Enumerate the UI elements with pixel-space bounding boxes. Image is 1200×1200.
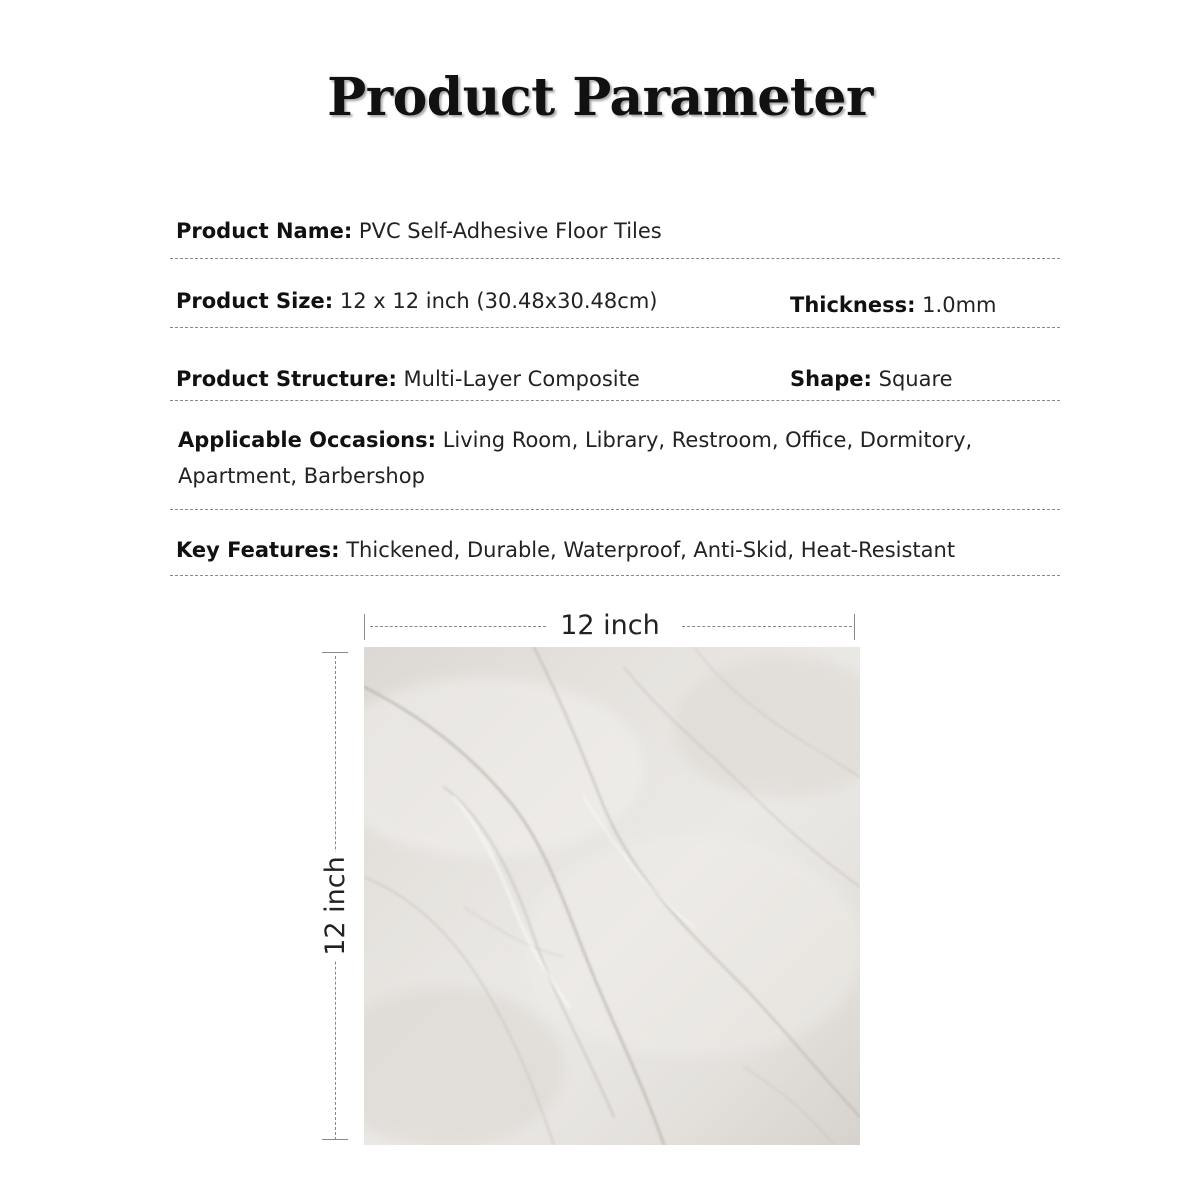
divider [170,509,1060,510]
dimension-tick [322,652,348,653]
width-label: 12 inch [560,610,660,641]
marble-tile-image [364,647,860,1145]
param-key-features [176,532,955,568]
marble-texture [364,647,860,1145]
param-value: 12 x 12 inch (30.48x30.48cm) [339,289,658,313]
param-value: Living Room, Library, Restroom, Office, Dormitory, Apartment, Barbershop [178,428,973,488]
param-value: 1.0mm [922,293,997,317]
divider [170,327,1060,328]
divider [170,258,1060,259]
param-label: Thickness: [790,293,916,317]
param-applicable-occasions [178,422,998,494]
param-product-structure [176,361,640,397]
param-product-size [176,283,657,319]
height-label: 12 inch [318,852,354,960]
width-dimension [364,612,856,642]
divider [170,400,1060,401]
page-title: Product Parameter [327,67,873,128]
param-shape [790,361,953,397]
dimension-line [682,626,852,627]
param-value: Multi-Layer Composite [403,367,640,391]
dimension-tick [854,614,855,640]
param-label: Product Name: [176,219,353,243]
dimension-tick [322,1139,348,1140]
param-label: Product Size: [176,289,334,313]
param-label: Product Structure: [176,367,397,391]
param-value: Square [878,367,953,391]
param-value: PVC Self-Adhesive Floor Tiles [358,219,662,243]
divider [170,575,1060,576]
param-thickness [790,287,996,323]
param-label: Applicable Occasions: [178,428,437,452]
param-label: Key Features: [176,538,340,562]
param-label: Shape: [790,367,872,391]
param-value: Thickened, Durable, Waterproof, Anti-Skid, Heat-Resistant [346,538,956,562]
param-product-name [176,213,662,249]
